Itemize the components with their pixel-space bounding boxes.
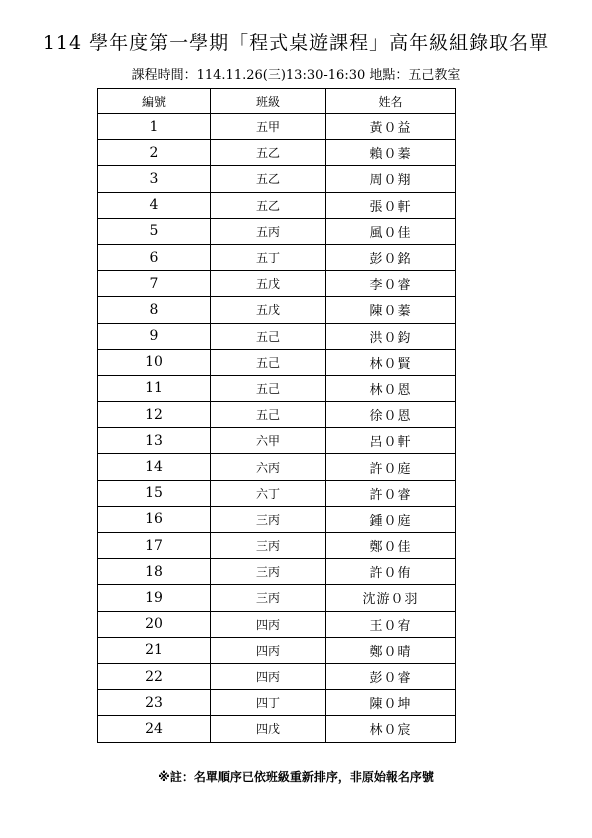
table-row	[98, 375, 456, 401]
table-row	[98, 480, 456, 506]
header-number: 編號	[98, 89, 211, 114]
row-number: 22	[98, 663, 211, 689]
table-row	[98, 585, 456, 611]
row-number: 6	[98, 244, 211, 270]
footnote: ※註：名單順序已依班級重新排序，非原始報名序號	[158, 770, 434, 784]
table-row	[98, 690, 456, 716]
row-class: 五丁	[211, 244, 326, 270]
row-student-name: 周０翔	[326, 166, 456, 192]
row-student-name: 彭０睿	[326, 663, 456, 689]
row-student-name: 鄭０佳	[326, 533, 456, 559]
page-title: 114 學年度第一學期「程式桌遊課程」高年級組錄取名單	[42, 32, 550, 54]
row-class: 五乙	[211, 140, 326, 166]
row-number: 2	[98, 140, 211, 166]
row-student-name: 徐０恩	[326, 402, 456, 428]
table-body	[98, 114, 456, 743]
row-class: 五己	[211, 349, 326, 375]
row-number: 13	[98, 428, 211, 454]
row-class: 五丙	[211, 218, 326, 244]
table-header-row	[98, 89, 456, 114]
row-student-name: 鄭０晴	[326, 637, 456, 663]
row-class: 四丙	[211, 637, 326, 663]
row-student-name: 風０佳	[326, 218, 456, 244]
table-row	[98, 428, 456, 454]
row-class: 四丁	[211, 690, 326, 716]
row-student-name: 許０侑	[326, 559, 456, 585]
row-class: 六丙	[211, 454, 326, 480]
row-number: 24	[98, 716, 211, 742]
table-row	[98, 402, 456, 428]
row-number: 23	[98, 690, 211, 716]
row-number: 12	[98, 402, 211, 428]
row-number: 20	[98, 611, 211, 637]
table-row	[98, 506, 456, 532]
row-class: 五己	[211, 402, 326, 428]
table-row	[98, 349, 456, 375]
row-number: 9	[98, 323, 211, 349]
table-row	[98, 559, 456, 585]
row-student-name: 林０恩	[326, 375, 456, 401]
admission-table	[97, 88, 456, 743]
row-student-name: 李０睿	[326, 271, 456, 297]
row-student-name: 沈游０羽	[326, 585, 456, 611]
row-number: 16	[98, 506, 211, 532]
row-class: 五乙	[211, 192, 326, 218]
course-info: 課程時間：114.11.26(三)13:30-16:30 地點：五己教室	[131, 68, 461, 83]
row-class: 五戊	[211, 297, 326, 323]
row-class: 四丙	[211, 663, 326, 689]
row-student-name: 陳０坤	[326, 690, 456, 716]
row-number: 8	[98, 297, 211, 323]
row-number: 21	[98, 637, 211, 663]
row-number: 5	[98, 218, 211, 244]
table-row	[98, 323, 456, 349]
row-student-name: 許０庭	[326, 454, 456, 480]
header-class: 班級	[211, 89, 326, 114]
row-number: 7	[98, 271, 211, 297]
row-number: 11	[98, 375, 211, 401]
row-class: 五己	[211, 375, 326, 401]
row-student-name: 賴０蓁	[326, 140, 456, 166]
row-number: 14	[98, 454, 211, 480]
row-class: 六丁	[211, 480, 326, 506]
row-student-name: 張０軒	[326, 192, 456, 218]
row-number: 17	[98, 533, 211, 559]
table-row	[98, 192, 456, 218]
row-number: 19	[98, 585, 211, 611]
row-class: 五戊	[211, 271, 326, 297]
table-row	[98, 166, 456, 192]
table-row	[98, 244, 456, 270]
row-class: 四戊	[211, 716, 326, 742]
row-class: 三丙	[211, 533, 326, 559]
row-class: 五己	[211, 323, 326, 349]
table-row	[98, 218, 456, 244]
table-row	[98, 140, 456, 166]
table-row	[98, 114, 456, 140]
row-class: 三丙	[211, 506, 326, 532]
row-class: 六甲	[211, 428, 326, 454]
table-row	[98, 637, 456, 663]
row-student-name: 黃０益	[326, 114, 456, 140]
row-class: 三丙	[211, 559, 326, 585]
row-class: 四丙	[211, 611, 326, 637]
row-number: 3	[98, 166, 211, 192]
row-student-name: 呂０軒	[326, 428, 456, 454]
row-student-name: 彭０銘	[326, 244, 456, 270]
row-number: 18	[98, 559, 211, 585]
table-row	[98, 297, 456, 323]
row-student-name: 王０宥	[326, 611, 456, 637]
header-name: 姓名	[326, 89, 456, 114]
row-student-name: 陳０蓁	[326, 297, 456, 323]
row-student-name: 林０宸	[326, 716, 456, 742]
row-student-name: 洪０鈞	[326, 323, 456, 349]
table-row	[98, 454, 456, 480]
row-student-name: 林０賢	[326, 349, 456, 375]
table-row	[98, 663, 456, 689]
row-number: 1	[98, 114, 211, 140]
table-row	[98, 611, 456, 637]
table-row	[98, 716, 456, 742]
table-row	[98, 533, 456, 559]
row-class: 三丙	[211, 585, 326, 611]
table-row	[98, 271, 456, 297]
row-student-name: 許０睿	[326, 480, 456, 506]
row-class: 五甲	[211, 114, 326, 140]
row-number: 4	[98, 192, 211, 218]
row-class: 五乙	[211, 166, 326, 192]
row-number: 10	[98, 349, 211, 375]
row-student-name: 鍾０庭	[326, 506, 456, 532]
row-number: 15	[98, 480, 211, 506]
